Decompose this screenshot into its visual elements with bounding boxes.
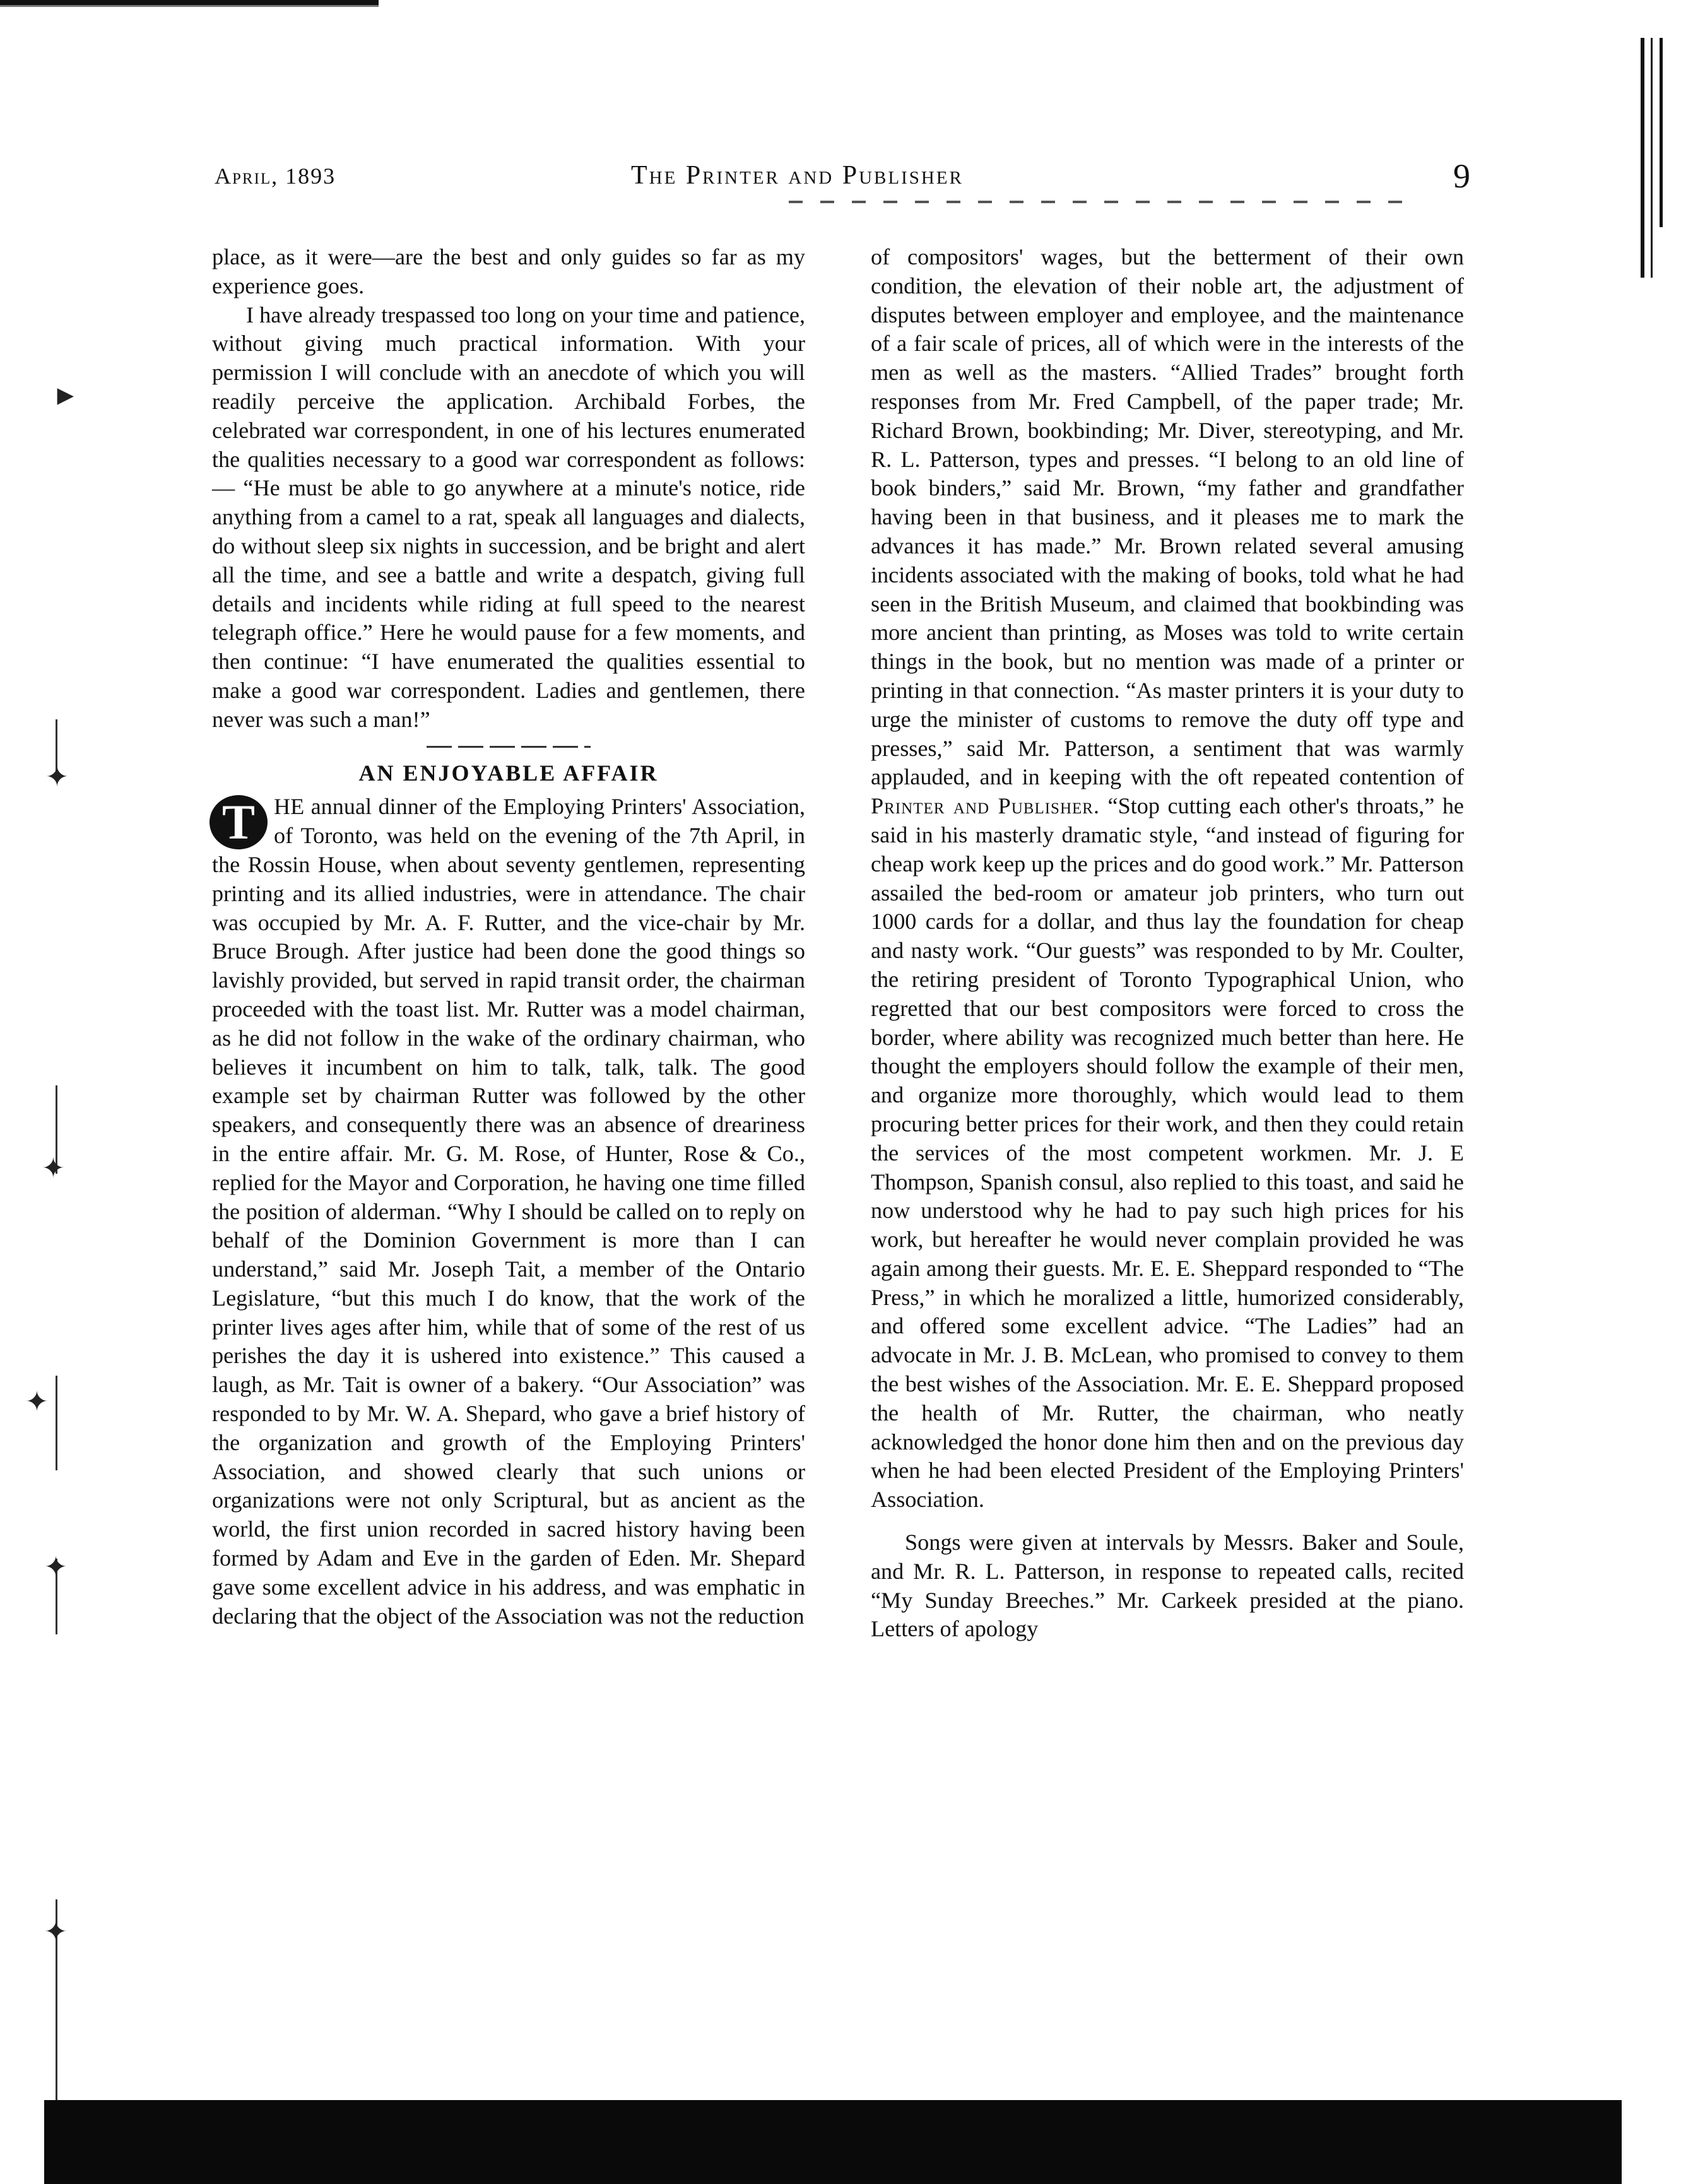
header-rule [789, 201, 1420, 203]
paragraph: place, as it were—are the best and only guides so far as my experience goes. [212, 244, 805, 298]
drop-cap: T [209, 795, 268, 849]
journal-title: The Printer and Publisher [631, 161, 964, 190]
issue-date: April, 1893 [215, 163, 336, 189]
article-heading: AN ENJOYABLE AFFAIR [358, 760, 659, 786]
right-edge-bar [1651, 38, 1653, 278]
section-separator [427, 746, 591, 748]
paragraph-text: HE annual dinner of the Employing Printers' Association, of Toronto, was held on the evening of the 7th April, in the Rossin House, when about seventy gentlemen, representing printing and its allied industries, were in attendance. The chair was occupied by Mr. A. F. Rutter, and the vice-chair by Mr. Bruce Brough. After justice had been done the good things so lavishly provided, but served in rapid transit order, the chairman proceeded with the toast list. Mr. Rutter was a model chairman, as he did not follow in the wake of the ordinary chairman, who believes it incumbent on him to talk, talk, talk. The good example set by chairman Rutter was followed by the other speakers, and consequently there was an absence of dreariness in the entire affair. Mr. G. M. Rose, of Hunter, Rose & Co., replied for the Mayor and Corporation, he having one time filled the position of alderman. “Why I should be called on to reply on behalf of the Dominion Government is more than I can understand,” said Mr. Joseph Tait, a member of the Ontario Legislature, “but this much I do know, that the work of the printer lives ages after him, while that of some of the rest of us perishes the day it is ushered into existence.” This caused a laugh, as Mr. Tait is owner of a bakery. “Our Association” was responded to by Mr. W. A. Shepard, who gave a brief history of the organization and growth of the Employing Printers' Association, and showed clearly that such unions or organizations were not only Scriptural, but as ancient as the world, the first union recorded in sacred history having been formed by Adam and Eve in the garden of Eden. Mr. Shepard gave some excellent advice in his address, and was emphatic in declaring that the object of the Association was not the reduction [212, 794, 805, 1629]
journal-name: Printer and Publisher. [871, 793, 1100, 819]
margin-cross-icon: ✦ [25, 1386, 49, 1417]
margin-cross-icon: ✦ [44, 1552, 68, 1583]
margin-cross-icon: ✦ [42, 1153, 65, 1184]
margin-arrow-icon: ► [52, 380, 80, 411]
margin-rule [56, 1376, 57, 1470]
margin-cross-icon: ✦ [44, 1916, 68, 1947]
right-column [871, 243, 1464, 1644]
scan-bottom-edge [44, 2100, 1622, 2184]
paragraph-text: of compositors' wages, but the betterment of their own condition, the elevation of their noble art, the adjustment of disputes between employer and employee, and the maintenance of a fair scale of prices, all of which were in the interests of the men as well as the masters. “Allied Trades” brought forth responses from Mr. Fred Campbell, of the paper trade; Mr. Richard Brown, bookbinding; Mr. Diver, stereotyping, and Mr. R. L. Patterson, types and presses. “I belong to an old line of book binders,” said Mr. Brown, “my father and grandfather having been in that business, and it pleases me to mark the advances it has made.” Mr. Brown related several amusing incidents associated with the making of books, told what he had seen in the British Museum, and claimed that bookbinding was more ancient than printing, as Moses was told to write certain things in the book, but no mention was made of a printer or printing in that connection. “As master printers it is your duty to urge the minister of customs to remove the duty off type and presses,” said Mr. Patterson, a sentiment that was warmly applauded, and in keeping with the oft repeated contention of [871, 244, 1464, 790]
paragraph: I have already trespassed too long on your time and patience, without giving much practical information. With your permission I will conclude with an anecdote of which you will readily perceive the application. Archibald Forbes, the celebrated war correspondent, in one of his lectures enumerated the qualities necessary to a good war correspondent as follows:— “He must be able to go anywhere at a minute's notice, ride anything from a camel to a rat, speak all languages and dialects, do without sleep six nights in succession, and be bright and alert all the time, and see a battle and write a despatch, giving full details and incidents while riding at full speed to the nearest telegraph office.” Here he would pause for a few moments, and then continue: “I have enumerated the qualities essential to make a good war correspondent. Ladies and gentlemen, there never was such a man!” [212, 302, 805, 732]
top-rule-shadow [0, 5, 379, 7]
paragraph: Songs were given at intervals by Messrs. Baker and Soule, and Mr. R. L. Patterson, in response to repeated calls, recited “My Sunday Breeches.” Mr. Carkeek presided at the piano. Letters of apology [871, 1530, 1464, 1642]
left-column [212, 243, 805, 1631]
right-edge-bar [1641, 38, 1644, 278]
paragraph [871, 243, 1464, 1514]
margin-cross-icon: ✦ [45, 762, 69, 793]
right-edge-bar [1660, 38, 1663, 227]
top-rule [0, 0, 379, 5]
page-number: 9 [1453, 157, 1470, 195]
article-paragraph [212, 793, 805, 1631]
paragraph-text: “Stop cutting each other's throats,” he said in his masterly dramatic style, “and instead of figuring for cheap work keep up the prices and do good work.” Mr. Patterson assailed the bed-room or amateur job printers, who turn out 1000 cards for a dollar, and thus lay the foundation for cheap and nasty work. “Our guests” was responded to by Mr. Coulter, the retiring president of Toronto Typographical Union, who regretted that our best compositors were forced to cross the border, where ability was recognized much better than here. He thought the employers should follow the example of their men, and organize more thoroughly, which would lead to them procuring better prices for their work, and then they could retain the services of the most competent workmen. Mr. J. E Thompson, Spanish consul, also replied to this toast, and said he now understood why he had to pay such high prices for his work, but hereafter he would never complain provided he was again among their guests. Mr. E. E. Sheppard responded to “The Press,” in which he moralized a little, humorized considerably, and offered some excellent advice. “The Ladies” had an advocate in Mr. J. B. McLean, who promised to convey to them the best wishes of the Association. Mr. E. E. Sheppard proposed the health of Mr. Rutter, the chairman, who neatly acknowledged the honor done him then and on the previous day when he had been elected President of the Employing Printers' Association. [871, 793, 1464, 1513]
running-header [215, 157, 1470, 195]
